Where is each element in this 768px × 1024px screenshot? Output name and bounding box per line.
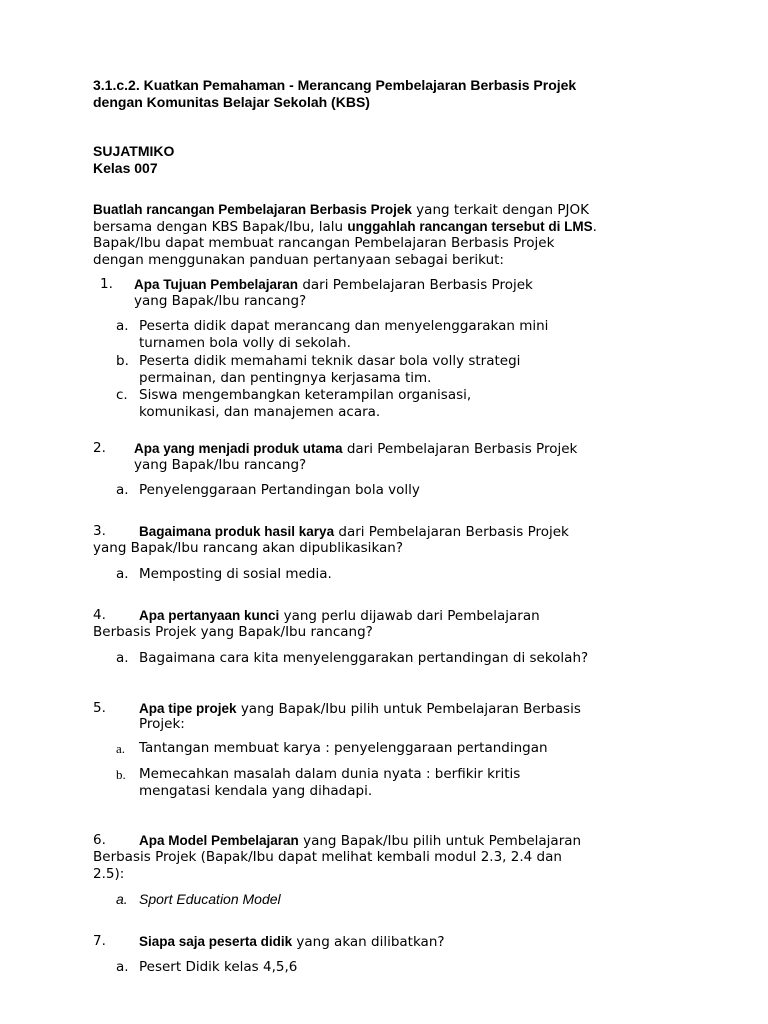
- question-7-number: 7.: [93, 933, 106, 949]
- question-4-line-2: Berbasis Projek yang Bapak/Ibu rancang?: [93, 624, 373, 640]
- intro-line-1: [93, 201, 589, 219]
- answer-1c-line-2: komunikasi, dan manajemen acara.: [139, 404, 381, 420]
- intro-bold-2: unggahlah rancangan tersebut di LMS: [347, 219, 593, 234]
- intro-text-2: bersama dengan KBS Bapak/Ibu, lalu: [93, 219, 348, 235]
- question-4-text: yang perlu dijawab dari Pembelajaran: [279, 608, 540, 624]
- intro-text-2-end: .: [592, 219, 597, 235]
- answer-6a-label: a.: [116, 891, 128, 907]
- question-4-number: 4.: [93, 607, 106, 623]
- question-7-bold: Siapa saja peserta didik: [139, 934, 293, 949]
- question-2-line-1: [134, 440, 577, 458]
- answer-1a-label: a.: [116, 318, 129, 334]
- answer-7a-label: a.: [116, 959, 129, 975]
- author-name: SUJATMIKO: [93, 143, 175, 159]
- question-3-text: dari Pembelajaran Berbasis Projek: [334, 524, 569, 540]
- answer-4a-label: a.: [116, 650, 129, 666]
- question-6-text: yang Bapak/Ibu pilih untuk Pembelajaran: [298, 833, 582, 849]
- question-6-number: 6.: [93, 832, 106, 848]
- intro-bold-1: Buatlah rancangan Pembelajaran Berbasis Projek: [93, 202, 412, 217]
- question-1-number: 1.: [100, 276, 113, 292]
- intro-line-3: Bapak/Ibu dapat membuat rancangan Pembelajaran Berbasis Projek: [93, 235, 555, 251]
- intro-line-4: dengan menggunakan panduan pertanyaan sebagai berikut:: [93, 252, 504, 268]
- answer-5a-label: a.: [116, 741, 126, 756]
- question-4-bold: Apa pertanyaan kunci: [139, 608, 280, 623]
- class-label: Kelas 007: [93, 160, 158, 176]
- question-3-line-1: [139, 523, 569, 541]
- question-5-line-2: Projek:: [139, 716, 185, 732]
- answer-5b-line-2: mengatasi kendala yang dihadapi.: [139, 783, 373, 799]
- answer-7a-text: Pesert Didik kelas 4,5,6: [139, 959, 298, 975]
- answer-1b-line-2: permainan, dan pentingnya kerjasama tim.: [139, 370, 432, 386]
- question-3-bold: Bagaimana produk hasil karya: [139, 524, 335, 539]
- question-5-line-1: [139, 700, 581, 718]
- question-2-line-2: yang Bapak/Ibu rancang?: [134, 457, 307, 473]
- question-2-number: 2.: [93, 440, 106, 456]
- question-7-line-1: [139, 933, 445, 951]
- question-6-line-1: [139, 832, 581, 850]
- answer-1a-line-2: turnamen bola volly di sekolah.: [139, 335, 351, 351]
- document-title-line-2: dengan Komunitas Belajar Sekolah (KBS): [93, 94, 370, 110]
- answer-3a-label: a.: [116, 566, 129, 582]
- answer-2a-text: Penyelenggaraan Pertandingan bola volly: [139, 482, 420, 498]
- intro-text-1: yang terkait dengan PJOK: [411, 202, 589, 218]
- question-4-line-1: [139, 607, 540, 625]
- answer-2a-label: a.: [116, 482, 129, 498]
- answer-1a-line-1: Peserta didik dapat merancang dan menyelenggarakan mini: [139, 318, 549, 334]
- answer-1c-label: c.: [116, 387, 128, 403]
- question-6-line-2: Berbasis Projek (Bapak/Ibu dapat melihat kembali modul 2.3, 2.4 dan: [93, 849, 562, 865]
- answer-1b-label: b.: [116, 353, 129, 369]
- question-1-line-1: [134, 276, 533, 294]
- intro-line-2: [93, 218, 597, 236]
- answer-3a-text: Memposting di sosial media.: [139, 566, 332, 582]
- answer-5a-text: Tantangan membuat karya : penyelenggaraan pertandingan: [139, 740, 548, 756]
- question-6-line-3: 2.5):: [93, 866, 125, 882]
- question-1-text: dari Pembelajaran Berbasis Projek: [298, 277, 533, 293]
- answer-5b-line-1: Memecahkan masalah dalam dunia nyata : berfikir kritis: [139, 766, 521, 782]
- question-3-line-2: yang Bapak/Ibu rancang akan dipublikasikan?: [93, 540, 404, 556]
- question-5-bold: Apa tipe projek: [139, 701, 237, 716]
- answer-5b-label: b.: [116, 767, 126, 782]
- question-1-line-2: yang Bapak/Ibu rancang?: [134, 293, 307, 309]
- question-5-text: yang Bapak/Ibu pilih untuk Pembelajaran Berbasis: [236, 701, 581, 717]
- question-7-text: yang akan dilibatkan?: [292, 934, 445, 950]
- question-2-bold: Apa yang menjadi produk utama: [134, 441, 343, 456]
- question-6-bold: Apa Model Pembelajaran: [139, 833, 299, 848]
- question-3-number: 3.: [93, 523, 106, 539]
- answer-1c-line-1: Siswa mengembangkan keterampilan organisasi,: [139, 387, 472, 403]
- document-title-line-1: 3.1.c.2. Kuatkan Pemahaman - Merancang Pembelajaran Berbasis Projek: [93, 77, 577, 93]
- question-2-text: dari Pembelajaran Berbasis Projek: [342, 441, 578, 457]
- answer-6a-text: Sport Education Model: [139, 891, 281, 907]
- question-5-number: 5.: [93, 700, 106, 716]
- answer-4a-text: Bagaimana cara kita menyelenggarakan pertandingan di sekolah?: [139, 650, 589, 666]
- answer-1b-line-1: Peserta didik memahami teknik dasar bola volly strategi: [139, 353, 521, 369]
- question-1-bold: Apa Tujuan Pembelajaran: [134, 277, 299, 292]
